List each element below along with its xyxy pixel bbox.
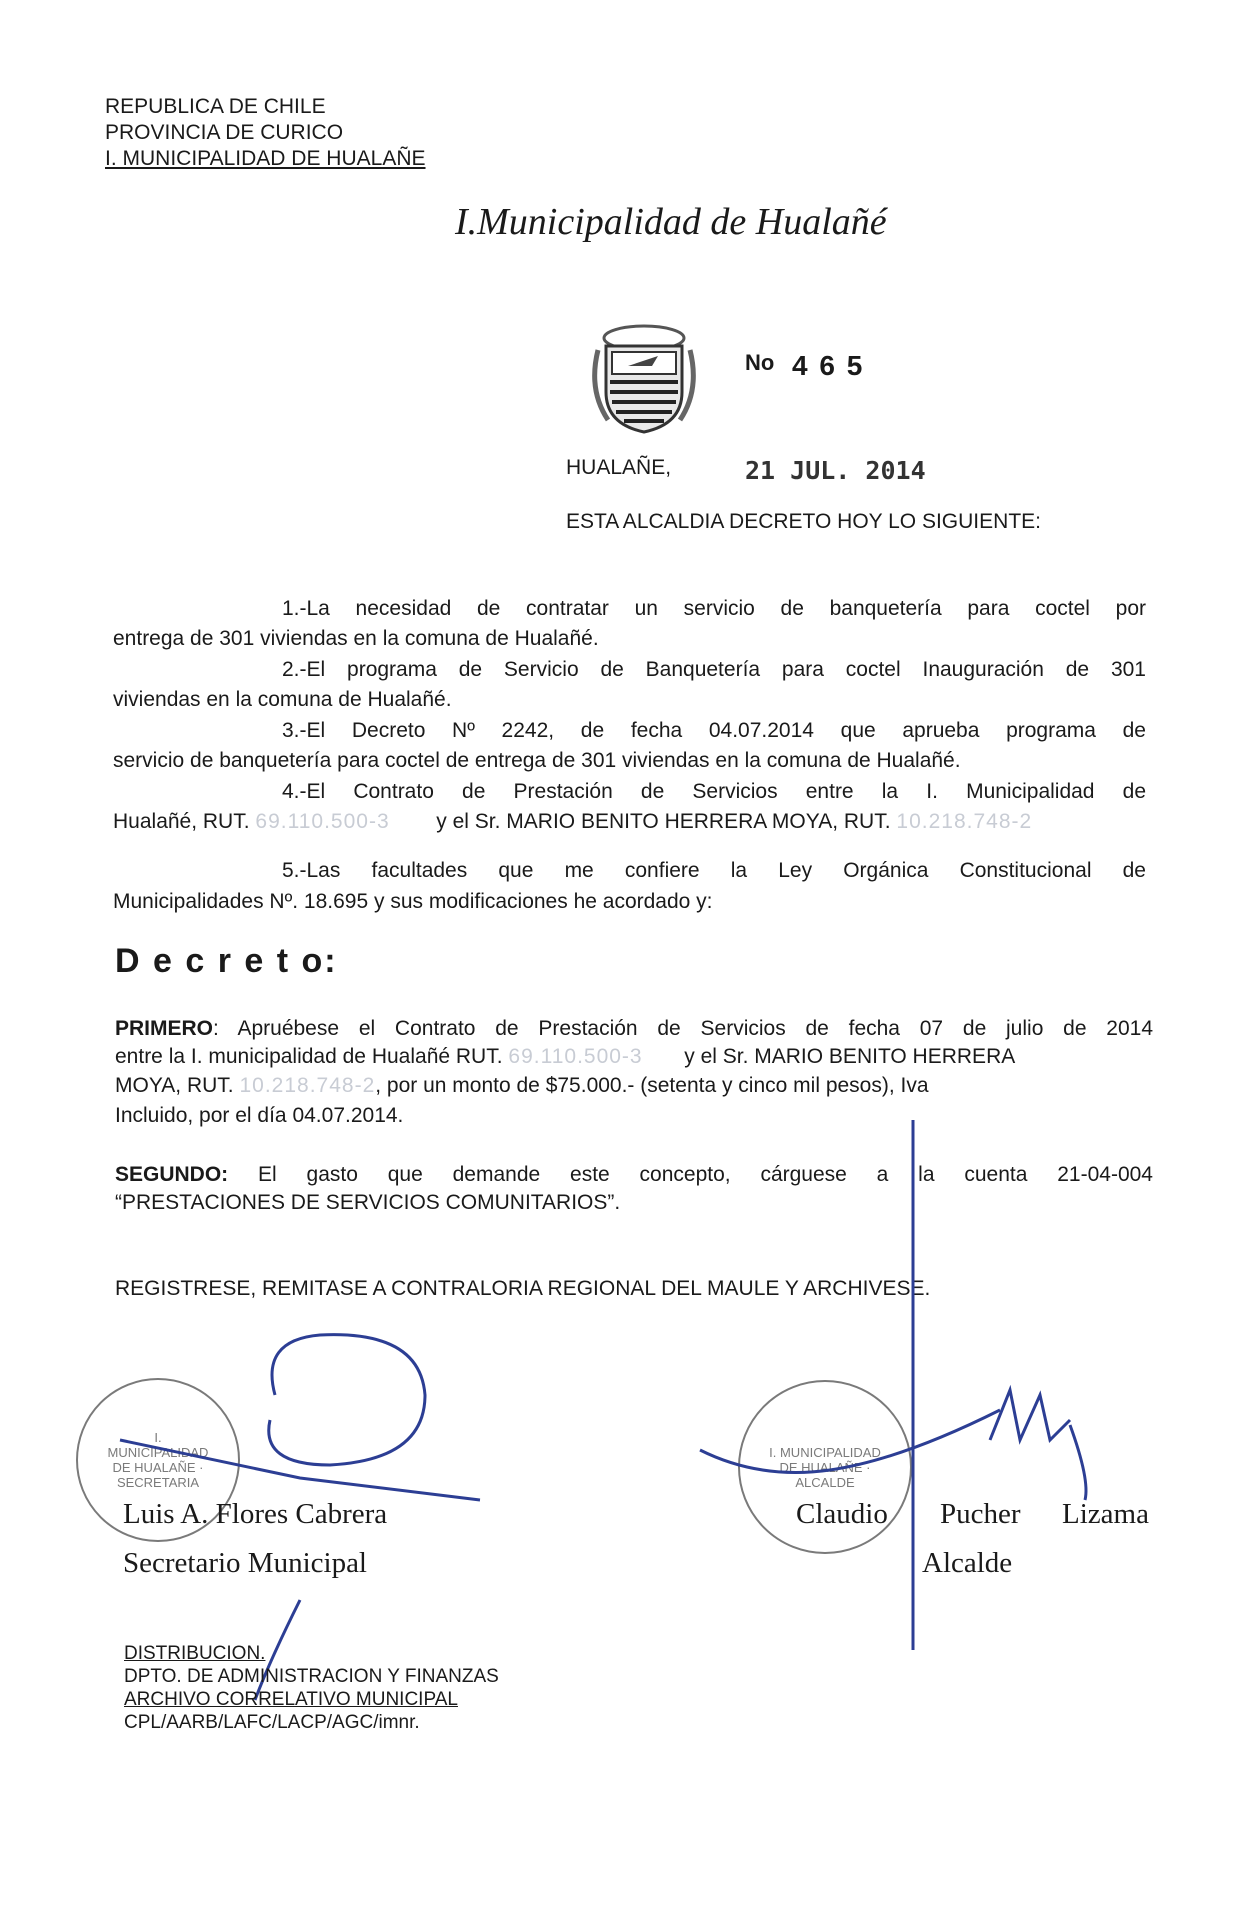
consideration-3-first: 3.-El Decreto Nº 2242, de fecha 04.07.2014 que aprueba programa de [282,719,1146,742]
segundo-text: El gasto que demande este concepto, cárguese a la cuenta 21-04-004 [258,1163,1153,1186]
coat-of-arms-icon [588,320,700,436]
consideration-2-first: 2.-El programa de Servicio de Banquetería para coctel Inauguración de 301 [282,658,1146,681]
closing-text: REGISTRESE, REMITASE A CONTRALORIA REGIONAL DEL MAULE Y ARCHIVESE. [115,1277,931,1300]
segundo-label: SEGUNDO: [115,1163,229,1186]
mayor-seal-text: I. MUNICIPALIDAD DE HUALAÑE · ALCALDE [769,1444,881,1490]
primero-rut-label: entre la I. municipalidad de Hualañé RUT. [115,1045,503,1068]
header-province: PROVINCIA DE CURICO [105,121,344,144]
primero-moya-rut: MOYA, RUT. [115,1074,234,1097]
consideration-1-second: entrega de 301 viviendas en la comuna de Hualañé. [113,627,599,650]
primero-contractor: y el Sr. MARIO BENITO HERRERA [684,1045,1016,1068]
intro-text: ESTA ALCALDIA DECRETO HOY LO SIGUIENTE: [566,510,1041,533]
mayor-title: Alcalde [922,1547,1013,1579]
redacted-rut: 10.218.748-2 [896,810,1033,833]
primero-text: : Apruébese el Contrato de Prestación de Servicios de fecha 07 de julio de 2014 [213,1017,1153,1040]
distribution-block [124,1642,499,1734]
rut-label: Hualañé, RUT. [113,810,250,833]
secretary-seal-text: I. MUNICIPALIDAD DE HUALAÑE · SECRETARIA [107,1430,209,1490]
secretary-title: Secretario Municipal [123,1547,367,1579]
header-republic: REPUBLICA DE CHILE [105,95,326,118]
header-municipality: I. MUNICIPALIDAD DE HUALAÑE [105,147,426,170]
primero-line-1 [115,1016,1153,1041]
decree-number-label: No [745,350,775,375]
document-title: I.Municipalidad de Hualañé [455,201,887,243]
redacted-rut: 69.110.500-3 [508,1045,643,1068]
redacted-rut: 10.218.748-2 [239,1074,376,1097]
consideration-4-second [113,809,1032,834]
mayor-first-name: Claudio [796,1498,888,1530]
decree-number: 4 6 5 [792,350,865,381]
segundo-line-1 [115,1162,1153,1187]
primero-line-3 [115,1073,929,1098]
distribution-line-2: ARCHIVO CORRELATIVO MUNICIPAL [124,1689,458,1710]
decreto-heading: D e c r e t o: [115,942,338,980]
distribution-line-1: DPTO. DE ADMINISTRACION Y FINANZAS [124,1666,499,1687]
primero-label: PRIMERO [115,1017,214,1040]
place-label: HUALAÑE, [566,456,672,479]
consideration-4-first: 4.-El Contrato de Prestación de Servicios entre la I. Municipalidad de [282,780,1146,803]
distribution-line-3: CPL/AARB/LAFC/LACP/AGC/imnr. [124,1712,420,1733]
contractor-text: y el Sr. MARIO BENITO HERRERA MOYA, RUT. [436,810,891,833]
mayor-second-name: Pucher [940,1498,1021,1530]
primero-line-2 [115,1044,1015,1069]
segundo-line-2: “PRESTACIONES DE SERVICIOS COMUNITARIOS”. [115,1191,621,1214]
secretary-name: Luis A. Flores Cabrera [123,1498,388,1530]
primero-amount: , por un monto de $75.000.- (setenta y cinco mil pesos), Iva [375,1074,929,1097]
consideration-5-second: Municipalidades Nº. 18.695 y sus modificaciones he acordado y: [113,890,713,913]
distribution-heading: DISTRIBUCION. [124,1643,266,1664]
redacted-rut: 69.110.500-3 [255,810,390,833]
consideration-3-second: servicio de banquetería para coctel de entrega de 301 viviendas en la comuna de Hualañé. [113,749,961,772]
primero-line-4: Incluido, por el día 04.07.2014. [115,1104,404,1127]
consideration-1-first: 1.-La necesidad de contratar un servicio de banquetería para coctel por [282,597,1146,620]
consideration-2-second: viviendas en la comuna de Hualañé. [113,688,452,711]
date-stamp: 21 JUL. 2014 [745,456,926,485]
consideration-5-first: 5.-Las facultades que me confiere la Ley Orgánica Constitucional de [282,859,1146,882]
mayor-third-name: Lizama [1062,1498,1149,1530]
